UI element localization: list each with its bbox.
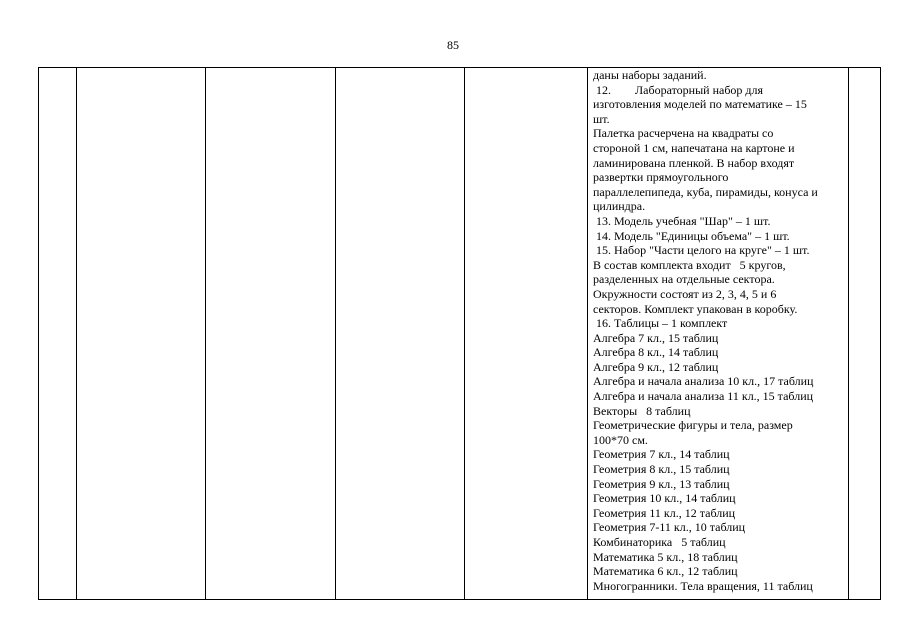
cell-line: Палетка расчерчена на квадраты со <box>593 126 774 141</box>
cell-line: секторов. Комплект упакован в коробку. <box>593 301 798 316</box>
cell-line: Алгебра 7 кл., 15 таблиц <box>593 330 719 345</box>
cell-line: 100*70 см. <box>593 432 648 447</box>
equipment-description-cell <box>593 68 851 593</box>
cell-line: Комбинаторика 5 таблиц <box>593 535 726 549</box>
column-divider <box>205 68 206 599</box>
cell-line: Алгебра и начала анализа 10 кл., 17 таблиц <box>593 374 814 389</box>
cell-line: Алгебра 9 кл., 12 таблиц <box>593 359 719 374</box>
cell-line: цилиндра. <box>593 199 646 214</box>
cell-line: Алгебра и начала анализа 11 кл., 15 таблиц <box>593 389 814 404</box>
cell-line: ламинирована пленкой. В набор входят <box>593 155 795 170</box>
cell-line: шт. <box>593 111 610 126</box>
column-divider <box>335 68 336 599</box>
cell-line: Математика 5 кл., 18 таблиц <box>593 549 738 564</box>
cell-line: 15. Набор "Части целого на круге" – 1 шт. <box>593 243 810 258</box>
cell-line: Геометрия 8 кл., 15 таблиц <box>593 462 730 477</box>
page-number: 85 <box>447 38 459 52</box>
cell-line: параллелепипеда, куба, пирамиды, конуса и <box>593 184 818 199</box>
cell-line: даны наборы заданий. <box>593 68 707 82</box>
column-divider <box>76 68 77 599</box>
table <box>38 67 881 600</box>
cell-line: Многогранники. Тела вращения, 11 таблиц <box>593 578 813 593</box>
cell-line: 14. Модель "Единицы объема" – 1 шт. <box>593 228 790 243</box>
cell-line: Геометрия 7-11 кл., 10 таблиц <box>593 520 746 535</box>
cell-line: Алгебра 8 кл., 14 таблиц <box>593 345 719 360</box>
cell-line: Геометрия 11 кл., 12 таблиц <box>593 505 736 520</box>
cell-line: В состав комплекта входит 5 кругов, <box>593 257 786 272</box>
cell-line: Геометрия 9 кл., 13 таблиц <box>593 476 730 491</box>
cell-line: Геометрические фигуры и тела, размер <box>593 418 793 433</box>
cell-line: 13. Модель учебная "Шар" – 1 шт. <box>593 213 771 228</box>
cell-line: Векторы 8 таблиц <box>593 403 691 418</box>
cell-line: разделенных на отдельные сектора. <box>593 272 775 287</box>
cell-line: изготовления моделей по математике – 15 <box>593 97 807 112</box>
cell-line: 12. Лабораторный набор для <box>593 82 764 97</box>
cell-line: Геометрия 7 кл., 14 таблиц <box>593 447 730 462</box>
column-divider <box>587 68 588 599</box>
cell-line: стороной 1 см, напечатана на картоне и <box>593 140 795 155</box>
cell-line: Окружности состоят из 2, 3, 4, 5 и 6 <box>593 286 777 301</box>
cell-line: Геометрия 10 кл., 14 таблиц <box>593 491 736 506</box>
cell-line: Математика 6 кл., 12 таблиц <box>593 564 738 579</box>
cell-line: развертки прямоугольного <box>593 170 729 185</box>
column-divider <box>464 68 465 599</box>
cell-line: 16. Таблицы – 1 комплект <box>593 316 728 331</box>
